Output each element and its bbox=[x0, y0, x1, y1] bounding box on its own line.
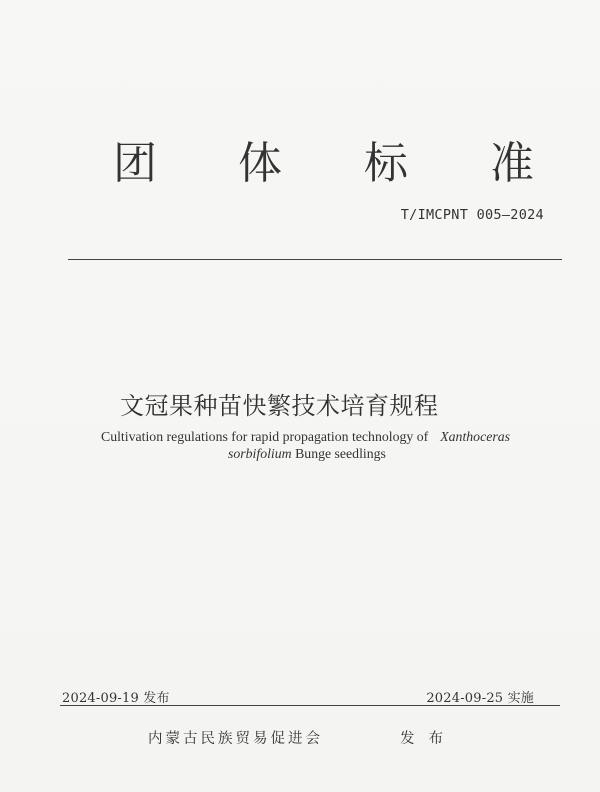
title-char-1: 团 bbox=[113, 138, 157, 189]
english-title-line-1 bbox=[101, 428, 510, 446]
bottom-divider bbox=[60, 705, 560, 706]
title-char-3: 标 bbox=[364, 138, 408, 189]
english-title-plain: Cultivation regulations for rapid propagation technology of bbox=[101, 429, 429, 444]
chinese-title: 文冠果种苗快繁技术培育规程 bbox=[120, 392, 439, 420]
english-title-genus: Xanthoceras bbox=[440, 429, 510, 444]
english-title-line-2 bbox=[228, 445, 386, 463]
document-type-title bbox=[0, 138, 600, 198]
issue-label: 发布 bbox=[400, 731, 457, 747]
publish-date: 2024-09-19 发布 bbox=[62, 691, 170, 706]
english-title-species: sorbifolium bbox=[228, 446, 292, 461]
implement-date: 2024-09-25 实施 bbox=[426, 691, 534, 706]
english-title-rest: Bunge seedlings bbox=[291, 446, 386, 461]
issuing-organization: 内蒙古民族贸易促进会 bbox=[148, 731, 323, 747]
top-divider bbox=[68, 259, 562, 260]
title-char-2: 体 bbox=[238, 138, 282, 189]
standard-code: T/IMCPNT 005—2024 bbox=[400, 207, 544, 223]
title-char-4: 准 bbox=[490, 138, 534, 189]
